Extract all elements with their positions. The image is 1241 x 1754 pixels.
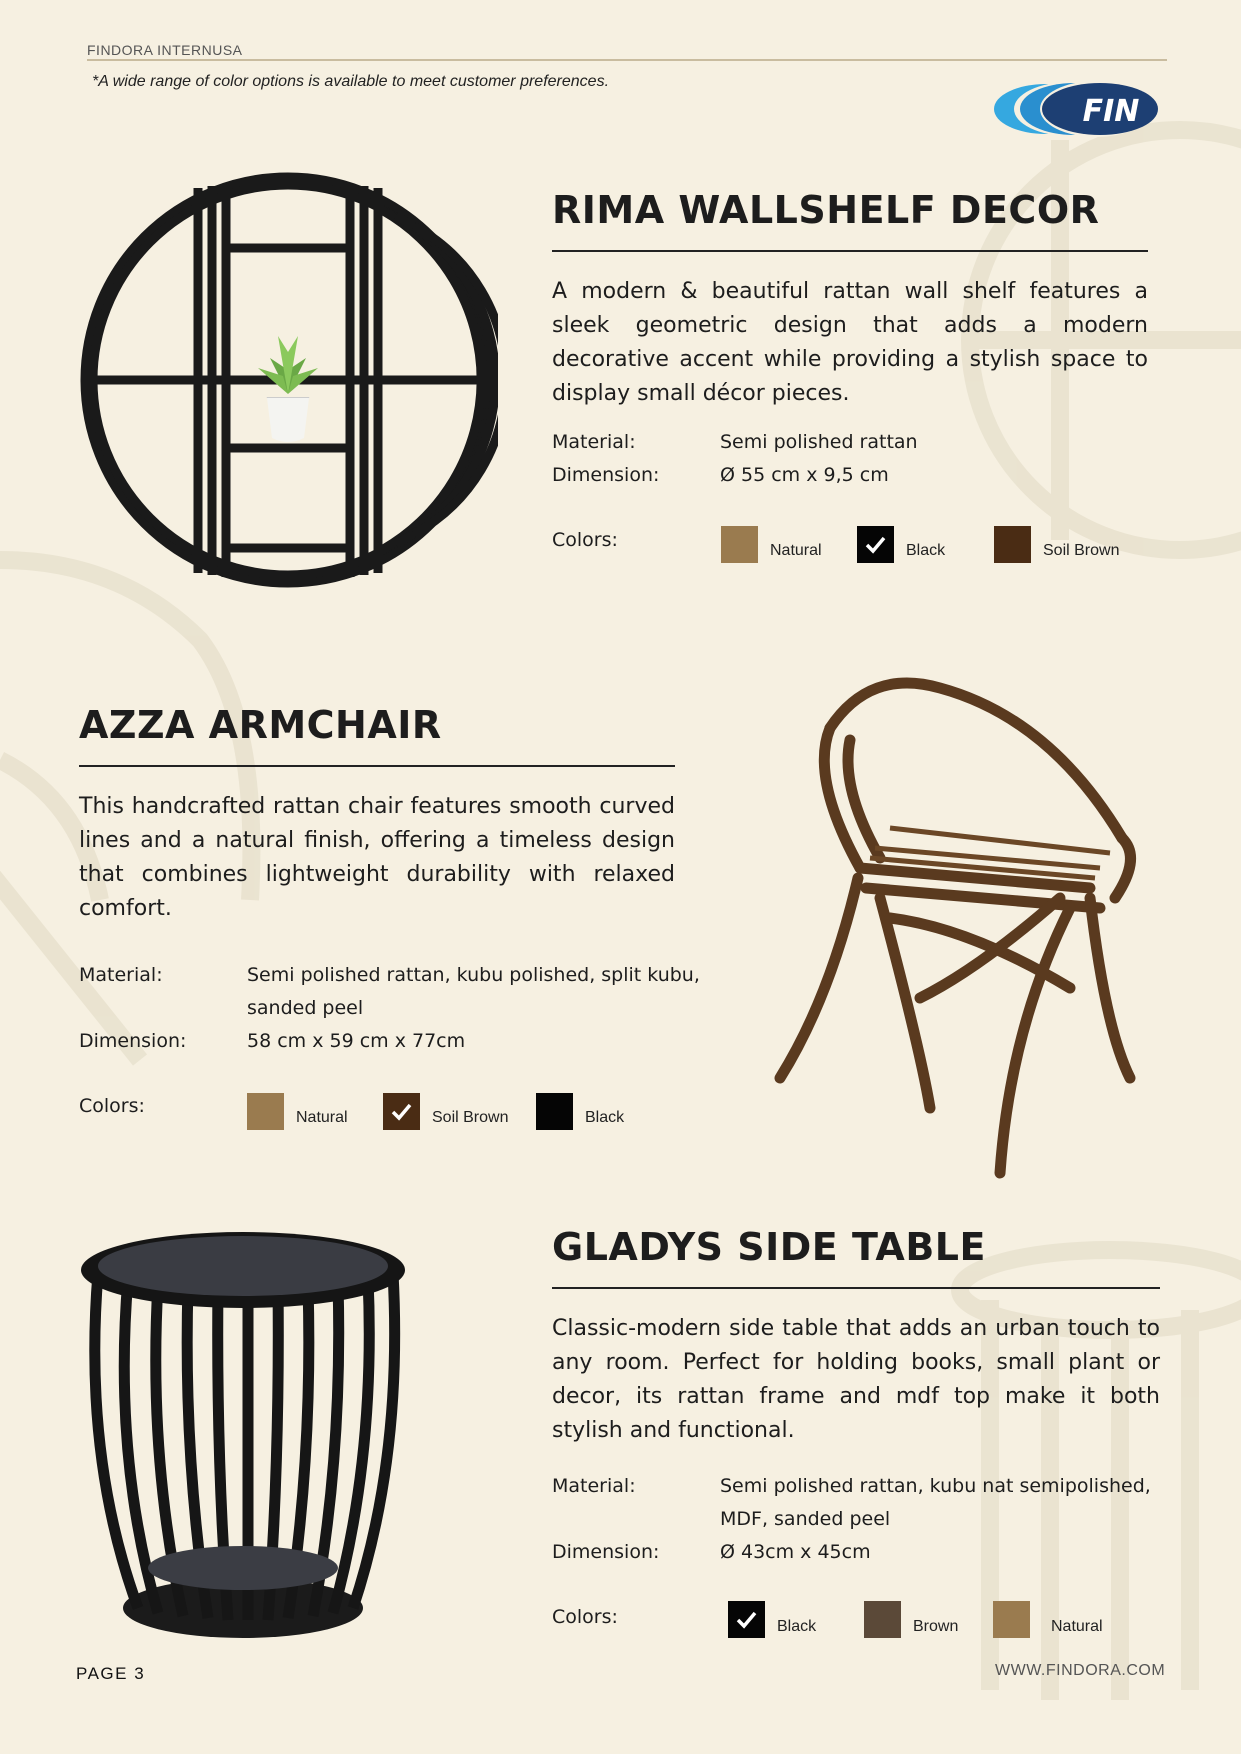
- material-value: Semi polished rattan, kubu nat semipolished,: [720, 1475, 1151, 1497]
- page-number: PAGE 3: [76, 1664, 146, 1683]
- product-title: AZZA ARMCHAIR: [79, 703, 442, 747]
- color-label: Black: [906, 542, 946, 559]
- color-label: Brown: [913, 1618, 959, 1635]
- product-image-rima-wallshelf: [78, 168, 498, 593]
- title-underline: [552, 1287, 1160, 1289]
- color-swatch-soil-brown[interactable]: [383, 1093, 420, 1130]
- dimension-value: Ø 55 cm x 9,5 cm: [720, 464, 889, 486]
- spec-dimension-row: [79, 1025, 719, 1058]
- spec-material-row: [552, 426, 1152, 459]
- material-label: Material:: [552, 1475, 636, 1497]
- dimension-label: Dimension:: [552, 464, 660, 486]
- checkmark-icon: [863, 532, 888, 557]
- company-logo: [990, 80, 1170, 138]
- website-link[interactable]: WWW.FINDORA.COM: [995, 1662, 1166, 1679]
- dimension-label: Dimension:: [79, 1030, 187, 1052]
- colors-row: [552, 524, 1192, 569]
- color-options-note: *A wide range of color options is available to meet customer preferences.: [92, 73, 610, 90]
- title-underline: [79, 765, 675, 767]
- material-label: Material:: [552, 431, 636, 453]
- material-value-continued: sanded peel: [247, 997, 364, 1019]
- color-label: Natural: [1051, 1618, 1103, 1635]
- colors-label: Colors:: [79, 1095, 145, 1117]
- spec-dimension-row: [552, 1536, 1172, 1569]
- color-swatch-black[interactable]: [728, 1601, 765, 1638]
- product-image-azza-armchair: [770, 668, 1150, 1180]
- color-swatch-natural[interactable]: [993, 1601, 1030, 1638]
- color-label: Natural: [296, 1109, 348, 1126]
- color-swatch-natural[interactable]: [721, 526, 758, 563]
- spec-material-row: [79, 959, 719, 1025]
- checkmark-icon: [389, 1099, 414, 1124]
- color-swatch-black[interactable]: [536, 1093, 573, 1130]
- dimension-value: 58 cm x 59 cm x 77cm: [247, 1030, 466, 1052]
- company-name: FINDORA INTERNUSA: [87, 42, 243, 58]
- color-label: Soil Brown: [1043, 542, 1120, 559]
- color-swatch-black[interactable]: [857, 526, 894, 563]
- logo-text: FIN: [1082, 94, 1140, 129]
- material-value-continued: MDF, sanded peel: [720, 1508, 891, 1530]
- title-underline: [552, 250, 1148, 252]
- product-image-gladys-side-table: [78, 1228, 408, 1643]
- color-swatch-brown[interactable]: [864, 1601, 901, 1638]
- dimension-label: Dimension:: [552, 1541, 660, 1563]
- product-description: Classic-modern side table that adds an urban touch to any room. Perfect for holding books, small plant or decor, its rattan frame and mdf top make it both stylish and functional.: [552, 1316, 1160, 1443]
- colors-row: [552, 1601, 1192, 1646]
- checkmark-icon: [734, 1607, 759, 1632]
- color-label: Black: [777, 1618, 817, 1635]
- product-description: A modern & beautiful rattan wall shelf features a sleek geometric design that adds a modern decorative accent while providing a stylish space to display small décor pieces.: [552, 279, 1148, 406]
- color-swatch-natural[interactable]: [247, 1093, 284, 1130]
- colors-label: Colors:: [552, 529, 618, 551]
- material-value: Semi polished rattan, kubu polished, split kubu,: [247, 964, 700, 986]
- spec-material-row: [552, 1470, 1172, 1536]
- colors-label: Colors:: [552, 1606, 618, 1628]
- product-description: This handcrafted rattan chair features smooth curved lines and a natural finish, offering a timeless design that combines lightweight durability with relaxed comfort.: [79, 794, 675, 921]
- colors-row: [79, 1090, 719, 1135]
- material-label: Material:: [79, 964, 163, 986]
- plant-decor: [258, 336, 318, 442]
- material-value: Semi polished rattan: [720, 431, 918, 453]
- header-divider: [87, 59, 1167, 61]
- color-label: Black: [585, 1109, 625, 1126]
- color-label: Natural: [770, 542, 822, 559]
- product-title: GLADYS SIDE TABLE: [552, 1225, 986, 1269]
- spec-dimension-row: [552, 459, 1152, 492]
- dimension-value: Ø 43cm x 45cm: [720, 1541, 871, 1563]
- product-title: RIMA WALLSHELF DECOR: [552, 188, 1100, 232]
- color-label: Soil Brown: [432, 1109, 509, 1126]
- color-swatch-soil-brown[interactable]: [994, 526, 1031, 563]
